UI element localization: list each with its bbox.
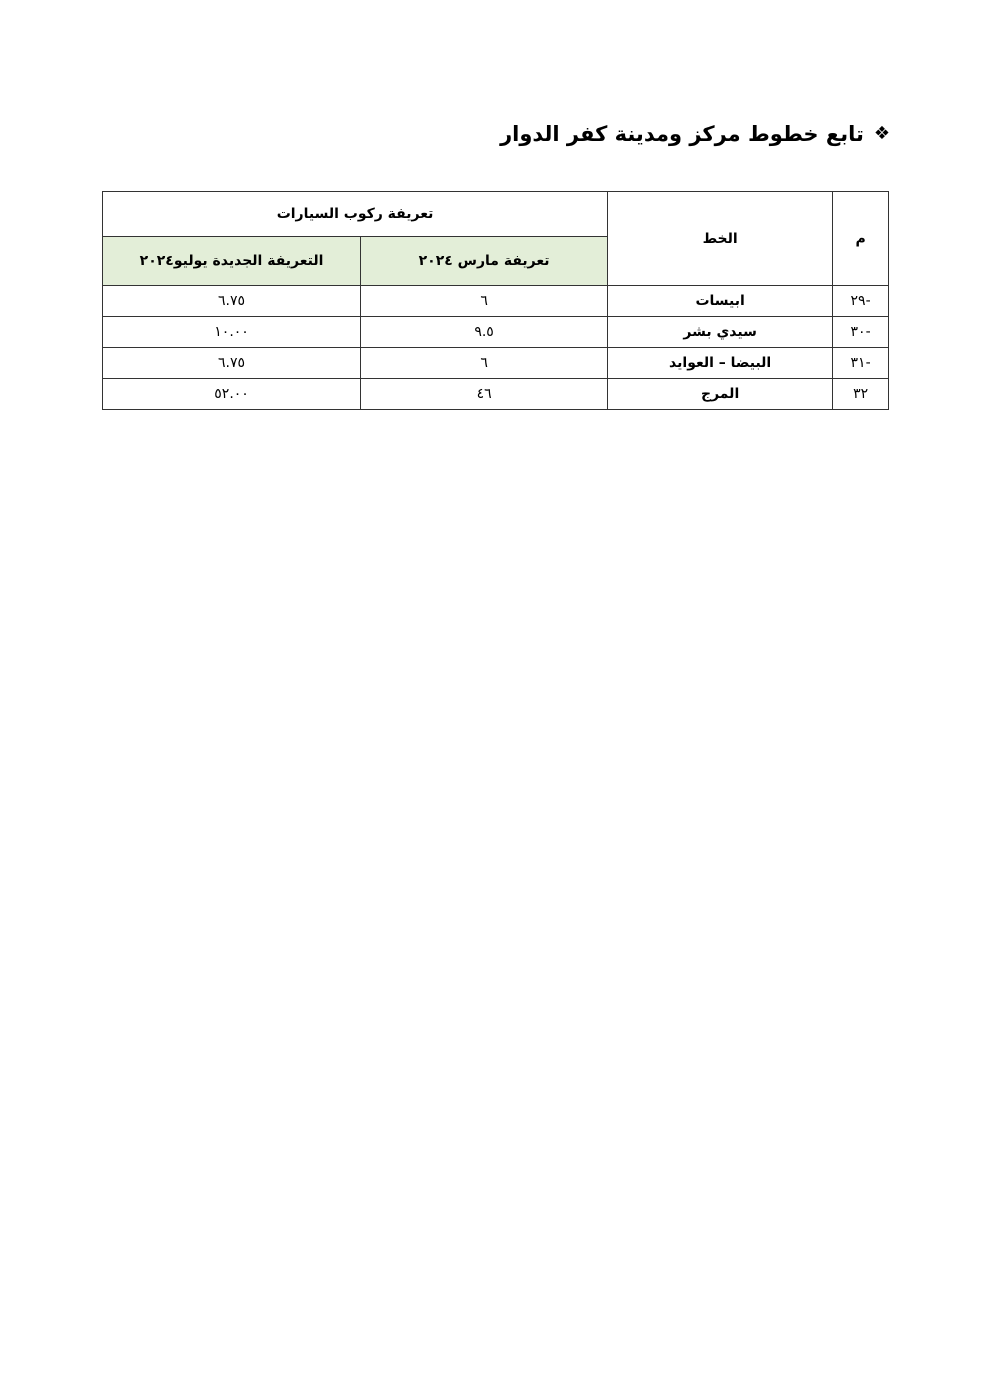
row-july-fare: ٦.٧٥ <box>103 348 361 379</box>
row-line-name: ابيسات <box>608 286 833 317</box>
section-heading <box>500 122 890 146</box>
table-row <box>103 379 889 410</box>
diamond-bullet-icon: ❖ <box>873 123 890 144</box>
table-row <box>103 317 889 348</box>
header-march-fare: تعريفة مارس ٢٠٢٤ <box>361 237 608 286</box>
row-july-fare: ١٠.٠٠ <box>103 317 361 348</box>
section-heading-text: تابع خطوط مركز ومدينة كفر الدوار <box>500 122 864 146</box>
header-number: م <box>833 192 889 286</box>
row-march-fare: ٤٦ <box>361 379 608 410</box>
row-line-name: المرج <box>608 379 833 410</box>
row-march-fare: ٦ <box>361 348 608 379</box>
row-number: ٣٢ <box>833 379 889 410</box>
row-march-fare: ٩.٥ <box>361 317 608 348</box>
row-number: -٣١ <box>833 348 889 379</box>
row-july-fare: ٦.٧٥ <box>103 286 361 317</box>
table-row <box>103 286 889 317</box>
row-number: -٣٠ <box>833 317 889 348</box>
header-line: الخط <box>608 192 833 286</box>
row-march-fare: ٦ <box>361 286 608 317</box>
row-line-name: سيدي بشر <box>608 317 833 348</box>
fare-table <box>102 191 889 410</box>
table-row <box>103 348 889 379</box>
row-line-name: البيضا – العوايد <box>608 348 833 379</box>
header-july-fare: التعريفة الجديدة يوليو٢٠٢٤ <box>103 237 361 286</box>
row-july-fare: ٥٢.٠٠ <box>103 379 361 410</box>
row-number: -٢٩ <box>833 286 889 317</box>
header-fare-group: تعريفة ركوب السيارات <box>103 192 608 237</box>
